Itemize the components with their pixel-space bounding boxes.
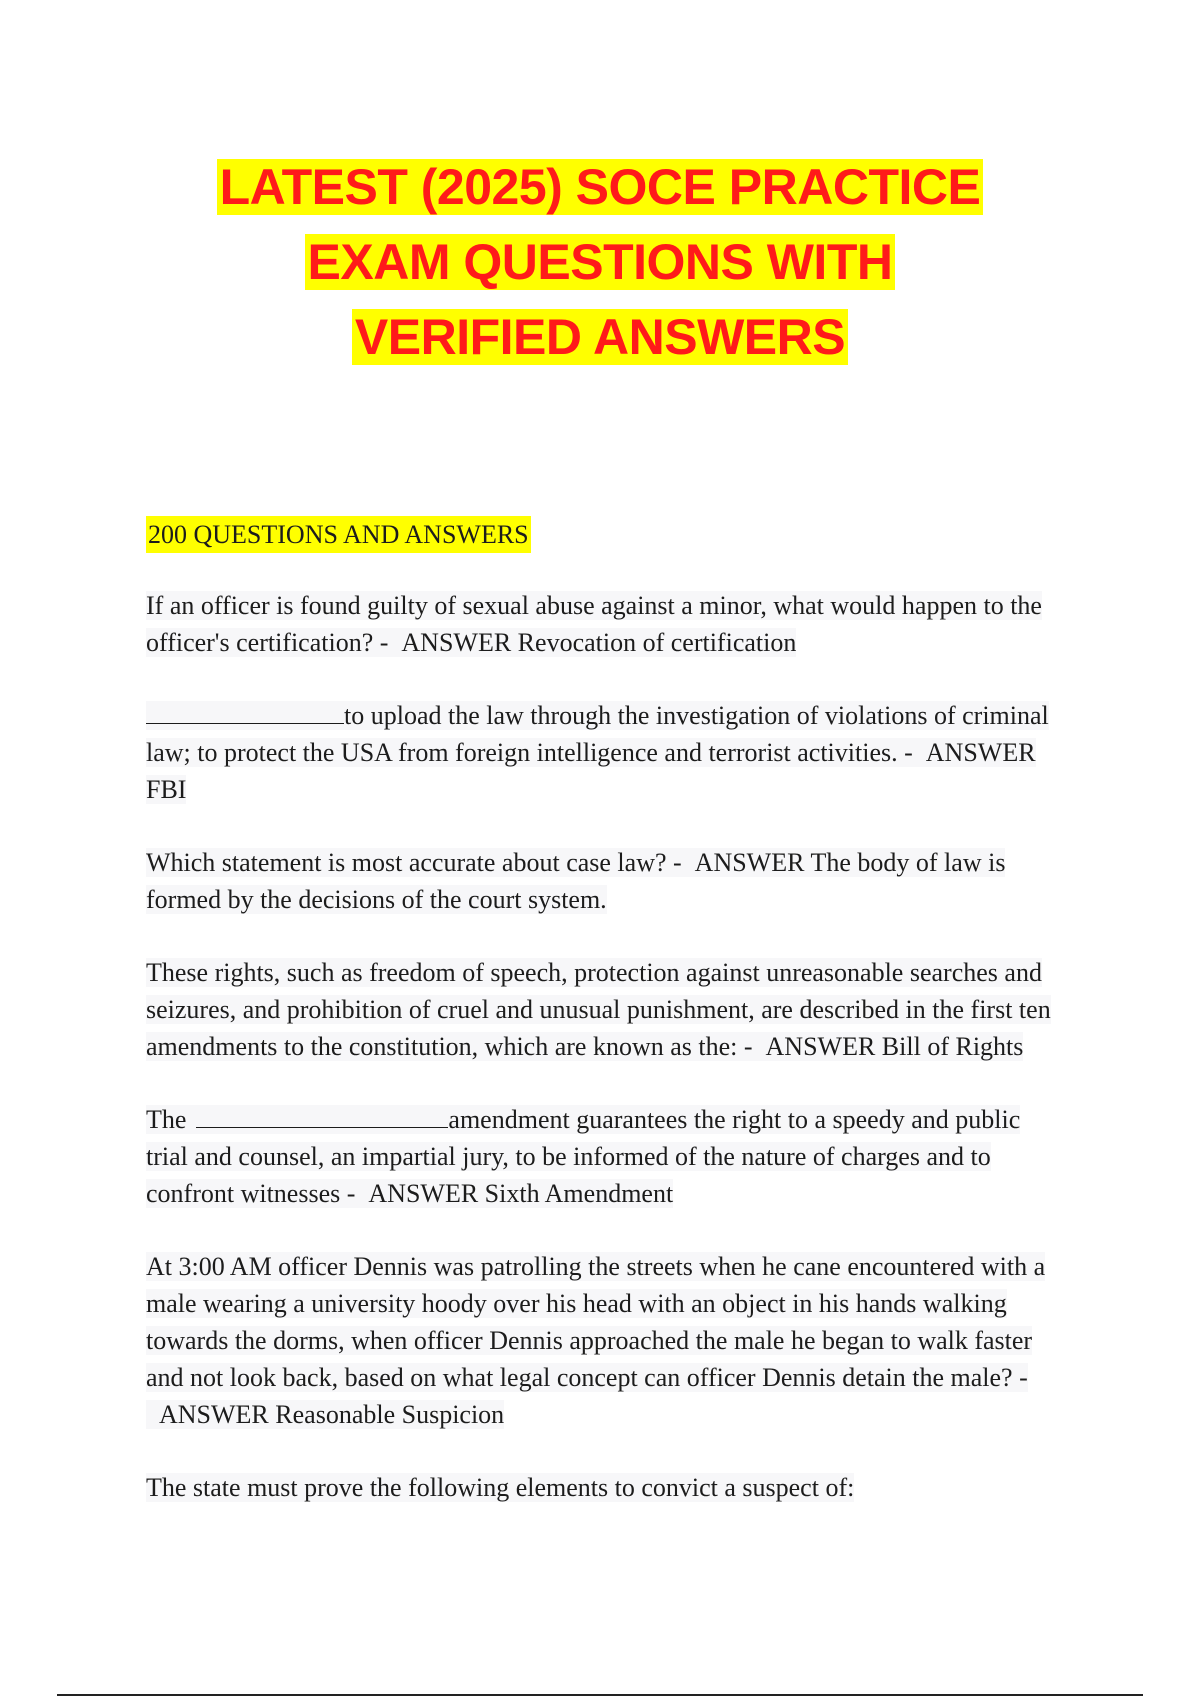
fill-in-blank — [196, 1103, 448, 1128]
question-text: At 3:00 AM officer Dennis was patrolling the streets when he cane encountered with a male wearing a university hoody over his head with an object in his hands walking towards the dorms, when officer Dennis approached the male he began to walk faster and not look back, based on what legal concept can officer Dennis detain the male? - — [146, 1252, 1046, 1392]
fill-in-blank — [146, 699, 344, 724]
qa-item-5 — [146, 1101, 1066, 1212]
qa-item-2 — [146, 697, 1066, 808]
question-text: Which statement is most accurate about case law? - — [146, 848, 682, 877]
question-text: These rights, such as freedom of speech, protection against unreasonable searches and seizures, and prohibition of cruel and unusual punishment, are described in the first ten amendments to the constitution, which are known as the: - — [146, 958, 1051, 1061]
document-body — [146, 516, 1066, 1542]
answer-text: ANSWER FBI — [146, 738, 1036, 804]
qa-item-4 — [146, 954, 1066, 1065]
section-label-row — [146, 516, 1066, 587]
question-text-start: The — [146, 1105, 187, 1134]
qa-item-1 — [146, 587, 1066, 661]
title-line-2: EXAM QUESTIONS WITH — [0, 225, 1200, 300]
answer-text: ANSWER Revocation of certification — [401, 628, 797, 657]
title-line-1: LATEST (2025) SOCE PRACTICE — [0, 150, 1200, 225]
answer-text: ANSWER Reasonable Suspicion — [159, 1400, 505, 1429]
answer-text: ANSWER The body of law is formed by the decisions of the court system. — [146, 848, 1006, 914]
section-label: 200 QUESTIONS AND ANSWERS — [146, 516, 531, 553]
document-title — [0, 150, 1200, 375]
footer-divider — [57, 1694, 1143, 1696]
qa-item-6 — [146, 1248, 1066, 1433]
question-text: to upload the law through the investigation of violations of criminal law; to protect the USA from foreign intelligence and terrorist activities. - — [146, 701, 1049, 767]
question-text: amendment guarantees the right to a speedy and public trial and counsel, an impartial jury, to be informed of the nature of charges and to confront witnesses - — [146, 1105, 1021, 1208]
answer-text: ANSWER Sixth Amendment — [368, 1179, 674, 1208]
qa-item-7 — [146, 1469, 1066, 1506]
qa-item-3 — [146, 844, 1066, 918]
question-text: If an officer is found guilty of sexual abuse against a minor, what would happen to the officer's certification? - — [146, 591, 1042, 657]
title-line-3: VERIFIED ANSWERS — [0, 300, 1200, 375]
question-text: The state must prove the following elements to convict a suspect of: — [146, 1473, 855, 1502]
answer-text: ANSWER Bill of Rights — [765, 1032, 1024, 1061]
